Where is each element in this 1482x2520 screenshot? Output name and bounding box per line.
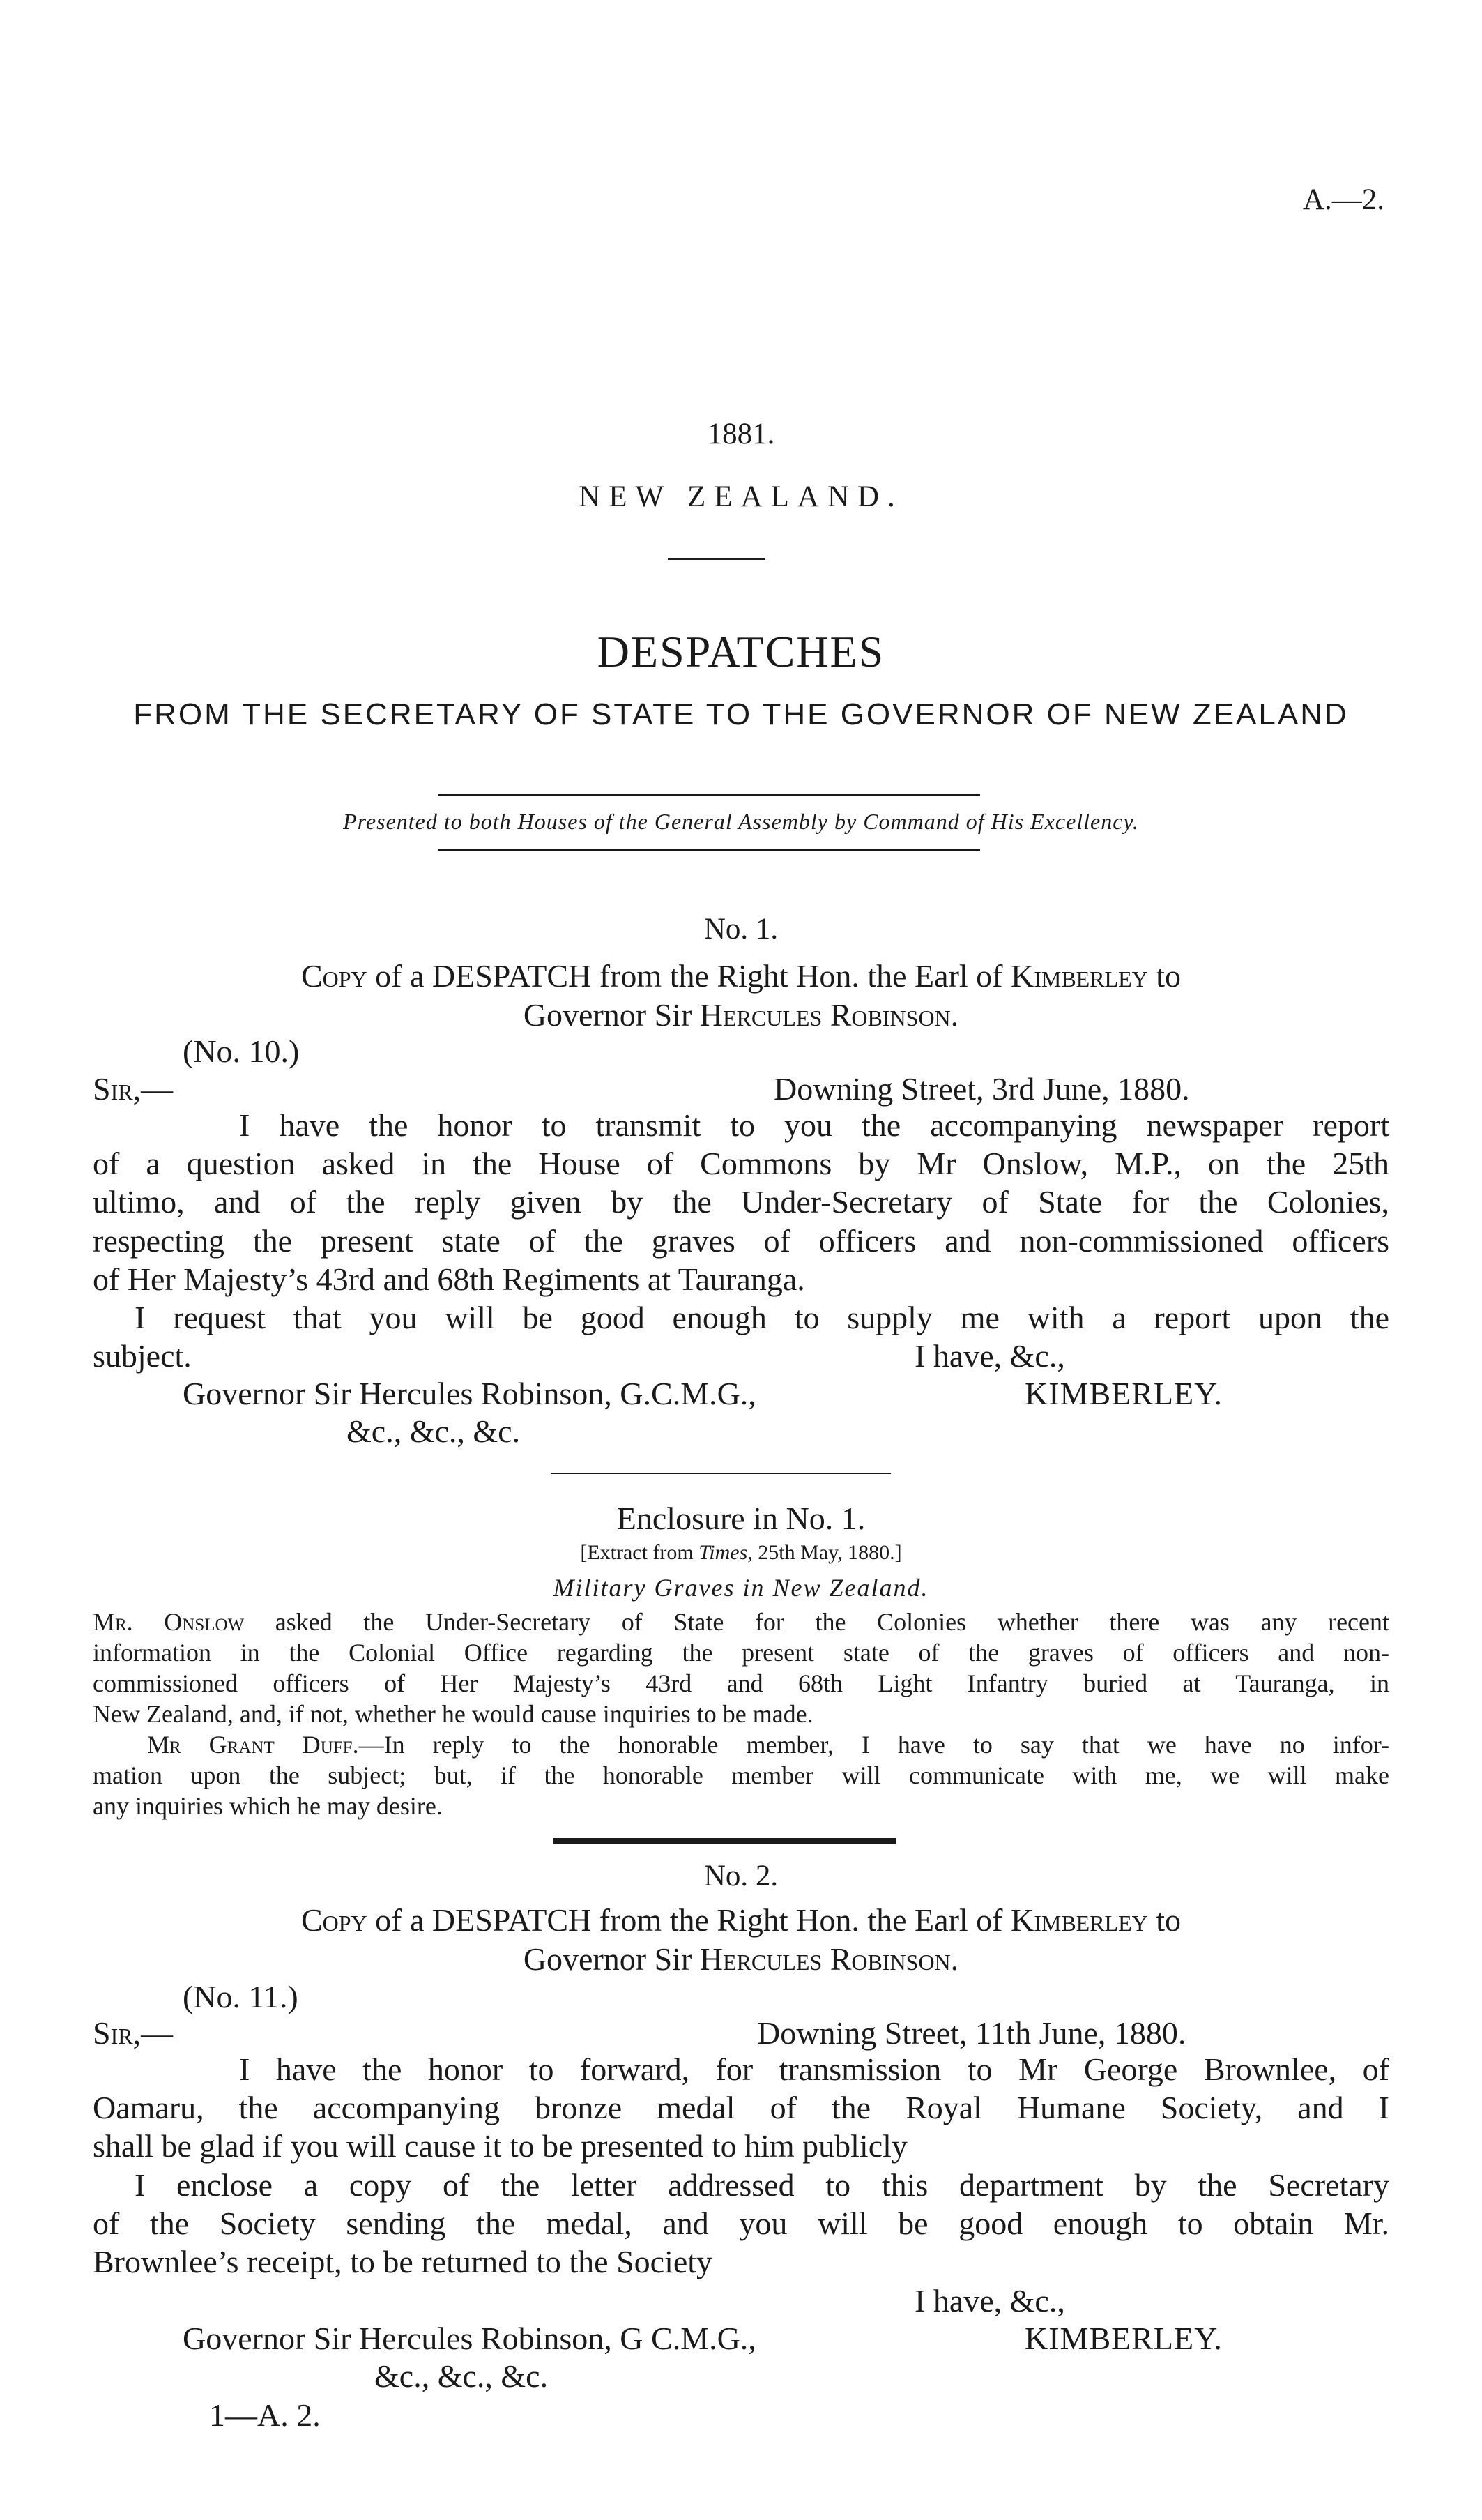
body-line: ultimo, and of the reply given by the Under-Secretary of State for the Colonies, — [93, 1184, 1389, 1220]
despatch-1-number: No. 1. — [703, 913, 779, 946]
enclosure-text: .—In reply to the honorable member, I have to say that we have no infor- — [352, 1731, 1389, 1759]
despatch-2-number: No. 2. — [703, 1860, 779, 1892]
despatch-1-heading — [0, 957, 1482, 995]
despatch-1-etc: &c., &c., &c. — [346, 1413, 521, 1449]
heading-line2-post: . — [950, 1941, 959, 1977]
source-post: , 25th May, 1880.] — [747, 1541, 902, 1564]
despatch-2-signature: KIMBERLEY. — [1025, 2321, 1223, 2356]
heading-copy: Copy — [300, 958, 367, 994]
body-line: I have the honor to forward, for transmission to Mr George Brownlee, of — [239, 2051, 1389, 2087]
body-line: respecting the present state of the graves of officers and non-commissioned officers — [93, 1222, 1389, 1259]
despatch-2-closing: I have, &c., — [915, 2283, 1065, 2318]
despatch-1-request: I request that you will be good enough to supply me with a report upon the — [135, 1300, 1389, 1335]
heading-to: to — [1147, 958, 1182, 994]
despatch-1-salutation: Sir,— — [93, 1071, 174, 1107]
heading-mid: of a DESPATCH from the Right Hon. the Earl of — [367, 958, 1011, 994]
despatch-1-body — [93, 1106, 1389, 1298]
sheet-signature: 1—A. 2. — [209, 2397, 321, 2433]
body-line: of Her Majesty’s 43rd and 68th Regiments at Tauranga. — [93, 1261, 805, 1297]
despatch-2-body-2 — [93, 2166, 1389, 2282]
presented-rule-bottom — [438, 849, 980, 851]
source-italic: Times — [698, 1541, 748, 1564]
body-line: of the Society sending the medal, and you will be good enough to obtain Mr. — [93, 2206, 1389, 2242]
enclosure-line — [93, 1607, 1389, 1637]
section-divider — [551, 1473, 891, 1474]
enclosure-line: any inquiries which he may desire. — [93, 1792, 443, 1820]
body-line: shall be glad if you will cause it to be presented to him publicly — [93, 2128, 908, 2164]
heading-line2-post: . — [950, 997, 959, 1033]
despatch-2-etc: &c., &c., &c. — [374, 2358, 549, 2394]
despatch-2-addressee: Governor Sir Hercules Robinson, G C.M.G., — [183, 2321, 756, 2356]
heading-line2-pre: Governor Sir — [523, 997, 700, 1033]
main-title: DESPATCHES — [597, 627, 885, 676]
body-line: of a question asked in the House of Commons by Mr Onslow, M.P., on the 25th — [93, 1146, 1389, 1182]
source-pre: [Extract from — [580, 1541, 699, 1564]
speaker-name: Mr. Onslow — [93, 1608, 245, 1636]
enclosure-line: information in the Colonial Office regarding the present state of the graves of officers and non- — [93, 1639, 1389, 1667]
presented-rule-top — [438, 794, 980, 796]
despatch-1-date: Downing Street, 3rd June, 1880. — [774, 1071, 1190, 1107]
year: 1881. — [707, 418, 775, 450]
heading-line2-pre: Governor Sir — [523, 1941, 700, 1977]
thick-section-divider — [553, 1838, 896, 1844]
short-divider — [668, 558, 765, 560]
heading-line2-name: Hercules Robinson — [699, 997, 951, 1033]
enclosure-1-source — [0, 1541, 1482, 1565]
despatch-1-ref: (No. 10.) — [183, 1033, 300, 1069]
despatch-2-body — [93, 2050, 1389, 2166]
despatch-2-salutation: Sir,— — [93, 2015, 174, 2051]
body-line: Oamaru, the accompanying bronze medal of the Royal Humane Society, and I — [93, 2090, 1389, 2126]
enclosure-line — [93, 1729, 1389, 1760]
enclosure-line: New Zealand, and, if not, whether he would cause inquiries to be made. — [93, 1700, 813, 1728]
body-line: I enclose a copy of the letter addressed to this department by the Secretary — [135, 2167, 1389, 2203]
heading-to: to — [1147, 1902, 1182, 1938]
despatch-2-ref: (No. 11.) — [183, 1979, 298, 2014]
heading-line2-name: Hercules Robinson — [699, 1941, 951, 1977]
enclosure-1-title: Enclosure in No. 1. — [616, 1501, 866, 1536]
despatch-1-addressee: Governor Sir Hercules Robinson, G.C.M.G., — [183, 1376, 756, 1411]
despatch-2-date: Downing Street, 11th June, 1880. — [757, 2015, 1186, 2051]
body-line: Brownlee’s receipt, to be returned to the Society — [93, 2244, 713, 2280]
enclosure-1-paragraph-2 — [93, 1729, 1389, 1821]
heading-name: Kimberley — [1010, 1902, 1148, 1938]
page-reference: A.—2. — [1302, 183, 1384, 216]
enclosure-1-paragraph-1 — [93, 1607, 1389, 1729]
heading-mid: of a DESPATCH from the Right Hon. the Earl of — [367, 1902, 1011, 1938]
body-line: I have the honor to transmit to you the accompanying newspaper report — [239, 1107, 1389, 1143]
despatch-1-subject: subject. — [93, 1338, 192, 1374]
despatch-1-heading-line2 — [0, 996, 1482, 1034]
speaker-name: Mr Grant Duff — [147, 1731, 353, 1759]
heading-name: Kimberley — [1010, 958, 1148, 994]
enclosure-1-heading: Military Graves in New Zealand. — [553, 1574, 929, 1602]
presented-note: Presented to both Houses of the General Assembly by Command of His Excellency. — [343, 809, 1139, 834]
heading-copy: Copy — [300, 1902, 367, 1938]
enclosure-text: asked the Under-Secretary of State for the Colonies whether there was any recent — [244, 1608, 1390, 1636]
despatch-2-heading — [0, 1901, 1482, 1939]
despatch-1-signature: KIMBERLEY. — [1025, 1376, 1223, 1411]
enclosure-line: mation upon the subject; but, if the honorable member will communicate with me, we will make — [93, 1761, 1389, 1789]
enclosure-line: commissioned officers of Her Majesty’s 43rd and 68th Light Infantry buried at Tauranga, in — [93, 1669, 1389, 1697]
subtitle: FROM THE SECRETARY OF STATE TO THE GOVERNOR OF NEW ZEALAND — [133, 697, 1349, 731]
country-title: NEW ZEALAND. — [579, 480, 903, 513]
despatch-1-closing: I have, &c., — [915, 1338, 1065, 1374]
despatch-2-heading-line2 — [0, 1940, 1482, 1978]
